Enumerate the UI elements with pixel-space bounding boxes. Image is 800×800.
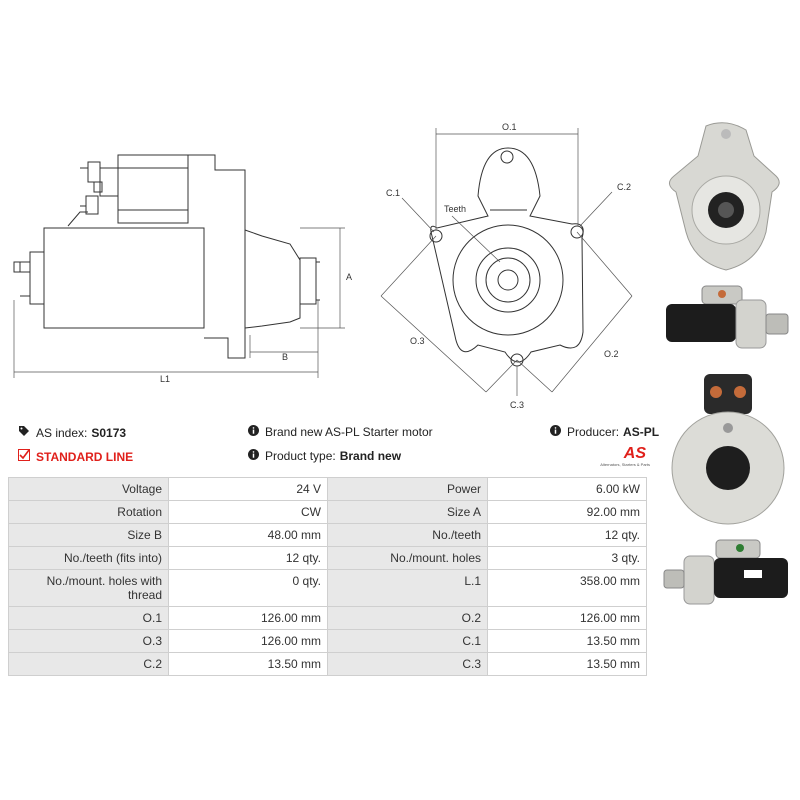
spec-name: Size A <box>328 501 488 524</box>
info-icon <box>248 449 259 463</box>
product-photo-side <box>660 280 796 360</box>
dim-label-a: A <box>346 272 353 282</box>
spec-value: 12 qty. <box>169 547 328 570</box>
dim-label-teeth: Teeth <box>444 204 467 214</box>
spec-name: Size B <box>9 524 169 547</box>
as-index-value: S0173 <box>91 425 127 440</box>
spec-name: No./teeth (fits into) <box>9 547 169 570</box>
producer <box>550 425 659 439</box>
spec-row <box>9 524 647 547</box>
spec-value: 126.00 mm <box>169 630 328 653</box>
dim-label-b: B <box>282 352 289 362</box>
spec-row <box>9 653 647 676</box>
product-photo-side-2 <box>660 534 796 614</box>
tag-icon <box>18 425 30 440</box>
specs-table <box>8 477 647 676</box>
spec-name: No./mount. holes <box>328 547 488 570</box>
logo-text: AS <box>623 445 646 462</box>
spec-name: C.3 <box>328 653 488 676</box>
spec-row <box>9 478 647 501</box>
spec-name: Power <box>328 478 488 501</box>
logo-tagline: Alternators, Starters & Parts <box>600 462 650 467</box>
standard-line-label: STANDARD LINE <box>36 449 134 464</box>
spec-name: O.1 <box>9 607 169 630</box>
as-index <box>18 425 126 440</box>
spec-name: C.2 <box>9 653 169 676</box>
spec-value: 13.50 mm <box>169 653 328 676</box>
dim-label-l1: L1 <box>160 374 171 384</box>
spec-value: 126.00 mm <box>169 607 328 630</box>
spec-name: O.2 <box>328 607 488 630</box>
dim-label-c1: C.1 <box>386 188 401 198</box>
spec-name: No./teeth <box>328 524 488 547</box>
front-view-dimensions <box>381 128 632 396</box>
spec-value: 24 V <box>169 478 328 501</box>
spec-value: 13.50 mm <box>488 630 647 653</box>
spec-value: 126.00 mm <box>488 607 647 630</box>
product-type-label: Product type: <box>265 449 336 463</box>
spec-value: 12 qty. <box>488 524 647 547</box>
spec-row <box>9 501 647 524</box>
dim-label-c2: C.2 <box>617 182 632 192</box>
spec-value: 0 qty. <box>169 570 328 607</box>
dim-label-o3: O.3 <box>410 336 425 346</box>
spec-value: 13.50 mm <box>488 653 647 676</box>
technical-drawings <box>0 110 660 410</box>
spec-name: No./mount. holes with thread <box>9 570 169 607</box>
as-pl-logo <box>586 446 650 472</box>
spec-name: C.1 <box>328 630 488 653</box>
front-view-drawing <box>430 148 583 366</box>
spec-row <box>9 547 647 570</box>
dim-label-o2: O.2 <box>604 349 619 359</box>
info-icon <box>550 425 561 439</box>
spec-row <box>9 570 647 607</box>
spec-name: Rotation <box>9 501 169 524</box>
product-photo-rear <box>664 368 792 528</box>
dim-label-o1: O.1 <box>502 122 517 132</box>
spec-name: L.1 <box>328 570 488 607</box>
spec-name: Voltage <box>9 478 169 501</box>
side-view-dimensions <box>14 228 345 378</box>
product-photo-front <box>662 120 790 280</box>
spec-value: CW <box>169 501 328 524</box>
producer-label: Producer: <box>567 425 620 439</box>
as-index-label: AS index: <box>36 425 88 440</box>
spec-value: 358.00 mm <box>488 570 647 607</box>
checkbox-icon <box>18 449 30 464</box>
dim-label-c3: C.3 <box>510 400 525 410</box>
info-icon <box>248 425 259 439</box>
spec-value: 6.00 kW <box>488 478 647 501</box>
description-text: Brand new AS-PL Starter motor <box>265 425 433 439</box>
producer-value: AS-PL <box>623 425 660 439</box>
side-view-drawing <box>14 155 320 358</box>
standard-line <box>18 449 133 464</box>
spec-name: O.3 <box>9 630 169 653</box>
product-description <box>248 425 433 439</box>
spec-row <box>9 607 647 630</box>
product-type-value: Brand new <box>339 449 402 463</box>
spec-value: 48.00 mm <box>169 524 328 547</box>
spec-value: 3 qty. <box>488 547 647 570</box>
spec-value: 92.00 mm <box>488 501 647 524</box>
product-type <box>248 449 401 463</box>
spec-row <box>9 630 647 653</box>
